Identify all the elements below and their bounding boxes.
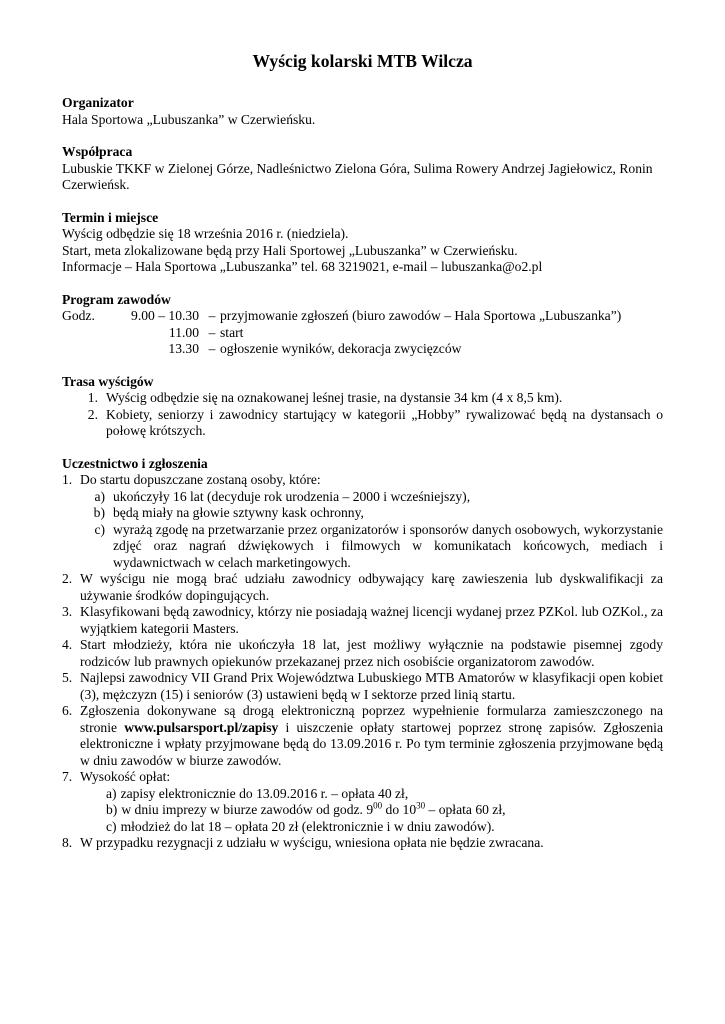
program-dash: –	[208, 308, 216, 323]
section-participation	[62, 456, 663, 852]
program-text: ogłoszenie wyników, dekoracja zwycięzców	[220, 341, 462, 356]
list-text: Wysokość opłat:	[80, 769, 171, 784]
fee-superscript: 00	[373, 800, 383, 811]
participation-list	[62, 472, 663, 852]
fees-list	[80, 786, 663, 836]
sub-text: wyrażą zgodę na przetwarzanie przez organizatorów i sponsorów danych osobowych, wykorzystanie zdjęć oraz nagrań dźwiękowych i filmowych w komunikatach końcowych, mediach i wydawnictwach w celach marketingowych.	[113, 521, 663, 570]
list-text: Do startu dopuszczane zostaną osoby, które:	[80, 472, 321, 487]
fee-text	[121, 802, 663, 819]
fee-letter: c)	[106, 818, 117, 834]
section-heading: Program zawodów	[62, 291, 171, 307]
list-item	[62, 670, 663, 703]
list-number: 1.	[62, 472, 73, 487]
list-number: 2.	[87, 406, 98, 422]
sub-letter: c)	[94, 521, 105, 537]
section-organizer	[62, 95, 663, 128]
program-text: start	[220, 324, 244, 340]
section-heading: Współpraca	[62, 144, 133, 159]
sub-item	[80, 489, 663, 506]
program-time: 11.00	[168, 324, 199, 340]
program-time: 9.00 – 10.30	[131, 308, 199, 323]
list-number: 8.	[62, 835, 73, 850]
section-route	[62, 374, 663, 440]
program-dash: –	[208, 341, 216, 356]
section-heading: Uczestnictwo i zgłoszenia	[62, 455, 208, 471]
fee-text-part: do 10	[382, 802, 417, 817]
list-item	[62, 472, 663, 571]
program-dash: –	[208, 324, 216, 340]
fee-letter: a)	[106, 785, 117, 801]
list-number: 7.	[62, 769, 73, 784]
date-line: Wyścig odbędzie się 18 września 2016 r. (niedziela).	[62, 226, 349, 241]
program-lead: Godz.	[62, 308, 95, 323]
document-title: Wyścig kolarski MTB Wilcza	[252, 51, 473, 71]
fee-superscript: 30	[416, 800, 426, 811]
list-number: 6.	[62, 703, 73, 718]
sub-letter: a)	[94, 488, 105, 504]
list-text	[80, 703, 663, 769]
list-number: 2.	[62, 571, 73, 586]
sub-list	[80, 489, 663, 572]
section-heading: Organizator	[62, 95, 134, 110]
list-item	[62, 604, 663, 637]
list-text: W przypadku rezygnacji z udziału w wyścigu, wniesiona opłata nie będzie zwracana.	[80, 835, 544, 850]
list-text: Najlepsi zawodnicy VII Grand Prix Województwa Lubuskiego MTB Amatorów w klasyfikacji open kobiet (3), mężczyzn (15) i seniorów (3) ustawieni będą w I sektorze przed linią startu.	[80, 670, 663, 702]
section-heading: Termin i miejsce	[62, 209, 159, 225]
sub-text: będą miały na głowie sztywny kask ochronny,	[113, 505, 364, 520]
list-item	[62, 571, 663, 604]
sub-item	[80, 505, 663, 522]
section-cooperation	[62, 144, 663, 194]
section-program	[62, 292, 663, 358]
sub-letter: b)	[93, 505, 105, 520]
fee-item	[106, 802, 663, 819]
program-text: przyjmowanie zgłoszeń (biuro zawodów – Hala Sportowa „Lubuszanka”)	[220, 308, 622, 323]
program-row	[62, 325, 663, 342]
section-date-place	[62, 210, 663, 276]
list-text: Klasyfikowani będą zawodnicy, którzy nie posiadają ważnej licencji wydanej przez PZKol. lub OZKol., za wyjątkiem kategorii Masters.	[80, 604, 663, 636]
contact-line: Informacje – Hala Sportowa „Lubuszanka” tel. 68 3219021, e-mail – lubuszanka@o2.pl	[62, 259, 543, 274]
cooperation-text: Lubuskie TKKF w Zielonej Górze, Nadleśnictwo Zielona Góra, Sulima Rowery Andrzej Jagiełowicz, Ronin Czerwieńsk.	[62, 160, 653, 192]
list-item	[62, 637, 663, 670]
program-time: 13.30	[168, 341, 199, 356]
list-number: 5.	[62, 670, 73, 685]
organizer-text: Hala Sportowa „Lubuszanka” w Czerwieńsku.	[62, 111, 316, 127]
section-heading: Trasa wyścigów	[62, 373, 154, 389]
list-number: 1.	[87, 390, 98, 405]
document-page	[62, 50, 663, 868]
fee-text: zapisy elektronicznie do 13.09.2016 r. – opłata 40 zł,	[120, 785, 409, 801]
list-number: 3.	[62, 604, 73, 619]
list-item	[62, 769, 663, 835]
registration-text: Zgłoszenia dokonywane są drogą elektroniczną poprzez wypełnienie formularza zamieszczonego na stronie	[80, 703, 663, 735]
program-row	[62, 341, 663, 358]
list-text: Start młodzieży, która nie ukończyła 18 lat, jest możliwy wyłącznie na podstawie pisemnej zgody rodziców lub prawnych opiekunów przekazanej przez nich osobiście organizatorom zawodów.	[80, 637, 663, 669]
registration-text-cont: i uiszczenie opłaty startowej poprzez stronę zapisów. Zgłoszenia elektroniczne i wpłaty przyjmowane będą do 13.09.2016 r. Po tym terminie zgłoszenia przyjmowane będą w dniu zawodów w biurze zawodów.	[80, 719, 663, 768]
list-text: W wyścigu nie mogą brać udziału zawodnicy odbywający karę zawieszenia lub dyskwalifikacji za używanie środków dopingujących.	[80, 571, 663, 603]
fee-letter: b)	[106, 802, 118, 817]
fee-item	[106, 819, 663, 836]
sub-item	[80, 522, 663, 572]
program-timeline	[62, 308, 663, 358]
list-number: 4.	[62, 637, 73, 652]
fee-text: młodzież do lat 18 – opłata 20 zł (elektronicznie i w dniu zawodów).	[120, 818, 495, 834]
list-text: Wyścig odbędzie się na oznakowanej leśnej trasie, na dystansie 34 km (4 x 8,5 km).	[106, 390, 563, 405]
list-item	[62, 835, 663, 852]
sub-text: ukończyły 16 lat (decyduje rok urodzenia – 2000 i wcześniejszy),	[113, 488, 471, 504]
fee-text-part: w dniu imprezy w biurze zawodów od godz. 9	[121, 802, 374, 817]
registration-link[interactable]: www.pulsarsport.pl/zapisy	[124, 719, 279, 735]
venue-line: Start, meta zlokalizowane będą przy Hali Sportowej „Lubuszanka” w Czerwieńsku.	[62, 242, 518, 258]
list-text: Kobiety, seniorzy i zawodnicy startujący w kategorii „Hobby” rywalizować będą na dystansach o połowę krótszych.	[106, 406, 663, 438]
route-list	[62, 390, 663, 440]
list-item	[62, 703, 663, 769]
list-item	[62, 390, 663, 407]
fee-text-part: – opłata 60 zł,	[425, 802, 506, 817]
fee-item	[106, 786, 663, 803]
list-item	[62, 407, 663, 440]
program-row	[62, 308, 663, 325]
